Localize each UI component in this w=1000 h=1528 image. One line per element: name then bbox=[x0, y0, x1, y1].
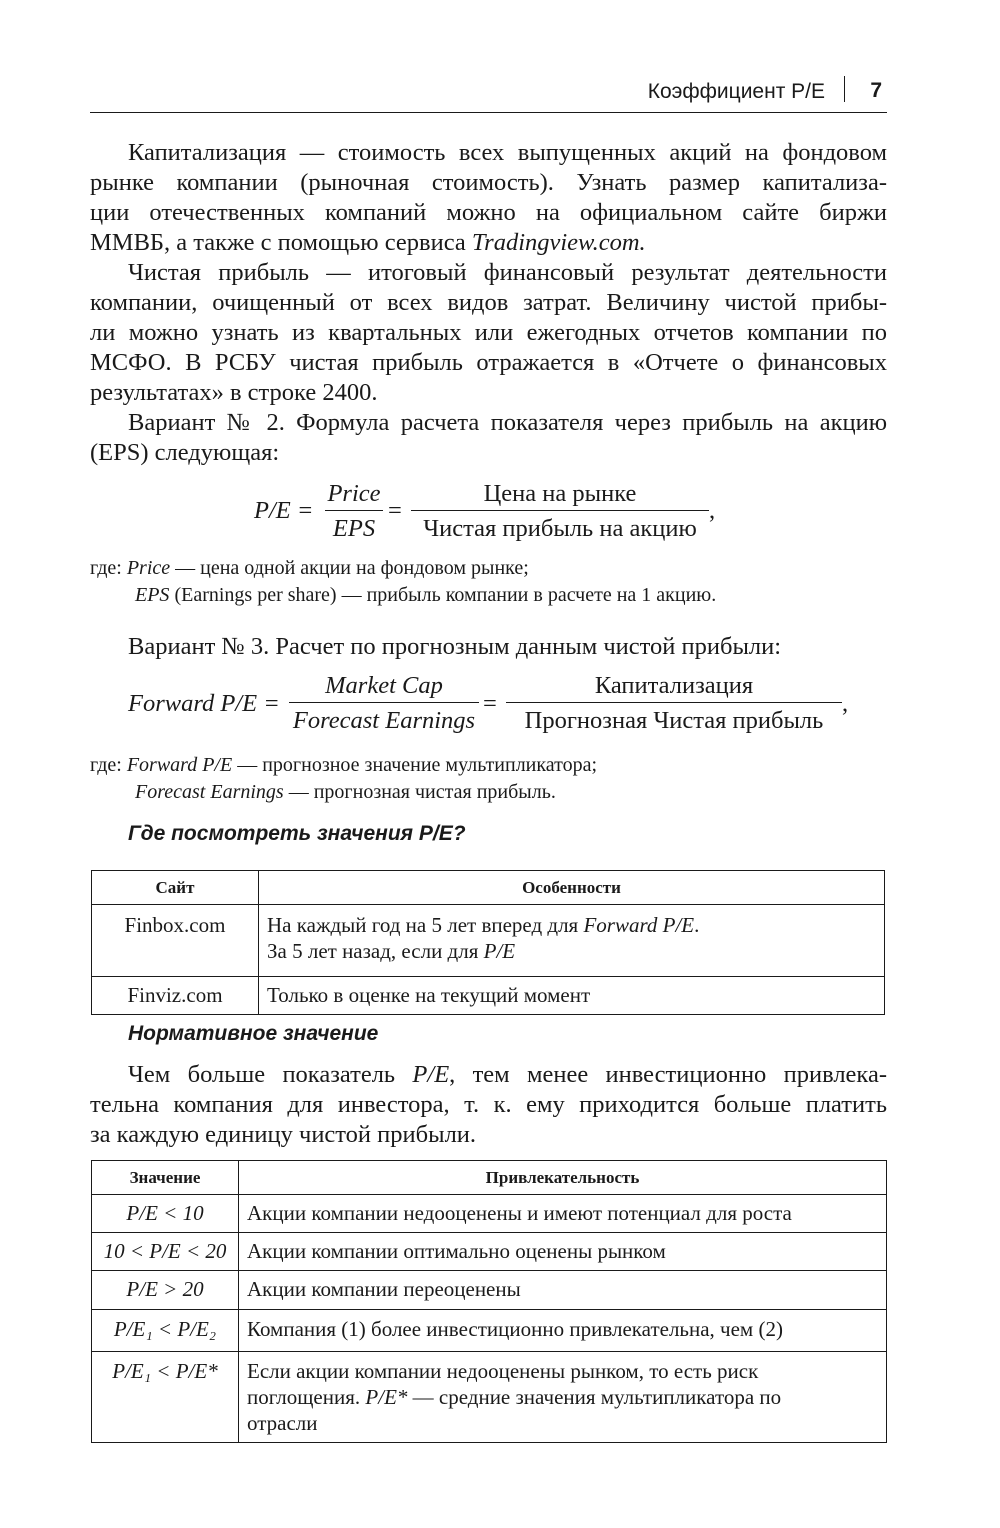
paragraph-normative bbox=[90, 1060, 887, 1150]
page-number: 7 bbox=[870, 79, 882, 102]
formula-note-1 bbox=[90, 555, 887, 609]
column-header: Особенности bbox=[259, 871, 885, 905]
attractiveness-cell: Акции компании недооценены и имеют потенциал для роста bbox=[239, 1195, 887, 1233]
table-row bbox=[92, 905, 885, 977]
text-line: Вариант № 2. Формула расчета показателя через прибыль на акцию bbox=[128, 409, 887, 436]
note-line: EPS (Earnings per share) — прибыль компании в расчете на 1 акцию. bbox=[135, 584, 717, 606]
note-line: где: Forward P/E — прогнозное значение мультипликатора; bbox=[90, 754, 598, 776]
table-row bbox=[92, 1233, 887, 1271]
text-line: МСФО. В РСБУ чистая прибыль отражается в «Отчете о финансовых bbox=[90, 349, 887, 376]
value-cell: 10 < P/E < 20 bbox=[92, 1233, 239, 1271]
text-line: за каждую единицу чистой прибыли. bbox=[90, 1121, 477, 1148]
paragraph-variant-2 bbox=[90, 408, 887, 468]
table-header-row bbox=[92, 871, 885, 905]
value-cell: P/E < 10 bbox=[92, 1195, 239, 1233]
note-line: Forecast Earnings — прогнозная чистая прибыль. bbox=[135, 781, 556, 803]
note-line: где: Price — цена одной акции на фондовом рынке; bbox=[90, 557, 529, 579]
header-separator bbox=[844, 76, 846, 102]
text-line: ли можно узнать из квартальных или ежегодных отчетов компании по bbox=[90, 319, 887, 346]
fraction-marketcap-earnings: Market Cap Forecast Earnings bbox=[289, 672, 479, 735]
table-header-row bbox=[92, 1161, 887, 1195]
text-line: результатах» в строке 2400. bbox=[90, 379, 378, 406]
site-name: Tradingview.com. bbox=[471, 229, 646, 256]
value-cell: P/E₁ < P/E* bbox=[92, 1352, 239, 1443]
comma: , bbox=[842, 690, 849, 717]
table-attractiveness bbox=[91, 1160, 887, 1443]
column-header: Значение bbox=[92, 1161, 239, 1195]
value-cell: P/E₁ < P/E₂ bbox=[92, 1310, 239, 1352]
site-cell: Finviz.com bbox=[92, 977, 259, 1015]
attractiveness-cell: Акции компании переоценены bbox=[239, 1271, 887, 1310]
fraction-cap-forecast: Капитализация Прогнозная Чистая прибыль bbox=[506, 672, 842, 735]
table-row bbox=[92, 977, 885, 1015]
site-cell: Finbox.com bbox=[92, 905, 259, 977]
feature-cell: На каждый год на 5 лет вперед для Forward P/E. За 5 лет назад, если для P/E bbox=[259, 905, 885, 977]
table-sources bbox=[91, 870, 885, 1015]
fraction-price-eps: Price EPS bbox=[325, 480, 383, 543]
text-line: компании, очищенный от всех видов затрат. Величину чистой прибы- bbox=[90, 289, 887, 316]
text-line: ции отечественных компаний можно на официальном сайте биржи bbox=[90, 199, 887, 226]
formula-lhs: P/E = bbox=[254, 497, 314, 524]
header-title: Коэффициент P/E bbox=[647, 80, 825, 103]
text-line: Чем больше показатель P/E, тем менее инвестиционно привлека- bbox=[128, 1061, 887, 1088]
comma: , bbox=[709, 497, 716, 524]
text-line: рынке компании (рыночная стоимость). Узнать размер капитализа- bbox=[90, 169, 887, 196]
value-cell: P/E > 20 bbox=[92, 1271, 239, 1310]
attractiveness-cell: Если акции компании недооценены рынком, то есть риск поглощения. P/E* — средние значения мультипликатора по отрасли bbox=[239, 1352, 887, 1443]
text-line: (EPS) следующая: bbox=[90, 439, 280, 466]
paragraph-capitalization bbox=[90, 138, 887, 258]
formula-note-2 bbox=[90, 752, 887, 806]
column-header: Привлекательность bbox=[239, 1161, 887, 1195]
text-line: тельна компания для инвестора, т. к. ему приходится больше платить bbox=[90, 1091, 887, 1118]
feature-cell: Только в оценке на текущий момент bbox=[259, 977, 885, 1015]
text-line: ММВБ, а также с помощью сервиса Tradingview.com. bbox=[90, 229, 646, 256]
column-header: Сайт bbox=[92, 871, 259, 905]
section-heading-normative: Нормативное значение bbox=[128, 1022, 379, 1045]
section-heading-where: Где посмотреть значения P/E? bbox=[128, 822, 466, 845]
table-row bbox=[92, 1195, 887, 1233]
table-row bbox=[92, 1352, 887, 1443]
text-line: Вариант № 3. Расчет по прогнозным данным чистой прибыли: bbox=[128, 633, 782, 660]
table-row bbox=[92, 1271, 887, 1310]
formula-lhs: Forward P/E = bbox=[128, 690, 280, 717]
table-row bbox=[92, 1310, 887, 1352]
text-line: Чистая прибыль — итоговый финансовый результат деятельности bbox=[128, 259, 887, 286]
attractiveness-cell: Акции компании оптимально оценены рынком bbox=[239, 1233, 887, 1271]
equals-sign: = bbox=[388, 497, 402, 524]
attractiveness-cell: Компания (1) более инвестиционно привлекательна, чем (2) bbox=[239, 1310, 887, 1352]
paragraph-variant-3 bbox=[90, 632, 887, 662]
running-header bbox=[90, 72, 887, 113]
fraction-price-profit: Цена на рынке Чистая прибыль на акцию bbox=[411, 480, 709, 543]
paragraph-net-profit bbox=[90, 258, 887, 408]
text-line: Капитализация — стоимость всех выпущенных акций на фондовом bbox=[128, 139, 887, 166]
equals-sign: = bbox=[483, 690, 497, 717]
